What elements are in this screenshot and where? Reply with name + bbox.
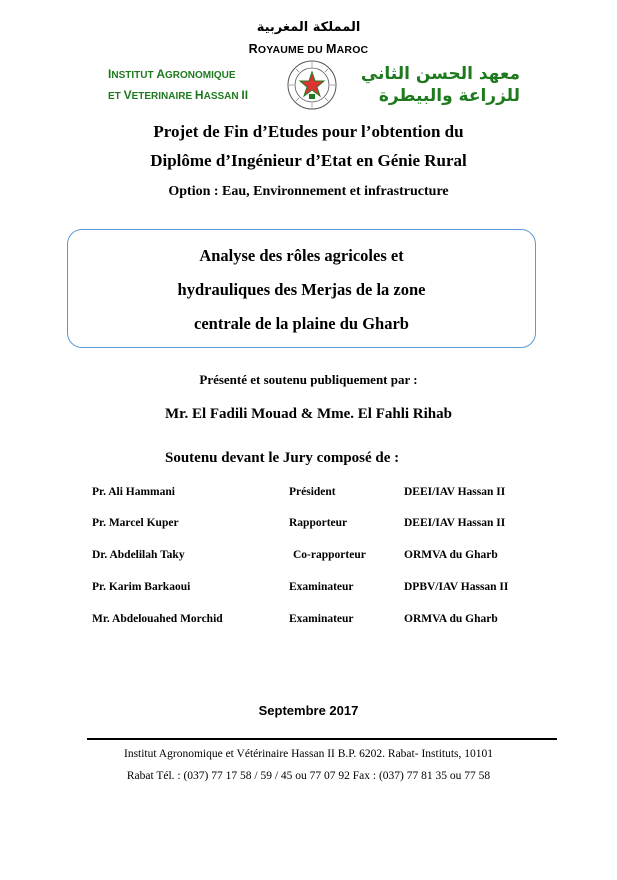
inst-fr-part: ASSAN [203, 91, 242, 102]
jury-row [0, 613, 617, 631]
jury-role: Co-rapporteur [293, 549, 366, 561]
jury-name: Pr. Ali Hammani [92, 486, 175, 498]
kingdom-name-french [0, 42, 617, 56]
institute-seal-icon [286, 59, 338, 111]
defense-date: Septembre 2017 [258, 703, 359, 718]
kingdom-fr-part: R [248, 42, 258, 56]
inst-fr-part: ETERINAIRE [131, 91, 195, 102]
jury-row [0, 549, 617, 567]
footer-divider [87, 738, 557, 740]
institute-name-french-line1 [108, 67, 268, 81]
footer-address-line1: Institut Agronomique et Vétérinaire Hassan II B.P. 6202. Rabat- Instituts, 10101 [123, 748, 494, 760]
kingdom-fr-part: AROC [336, 44, 369, 56]
jury-org: ORMVA du Gharb [404, 549, 498, 561]
jury-role: Examinateur [289, 613, 354, 625]
inst-fr-part: ET [108, 91, 124, 102]
kingdom-name-arabic: المملكة المغربية [256, 20, 361, 35]
jury-name: Dr. Abdelilah Taky [92, 549, 185, 561]
inst-fr-part: II [241, 88, 249, 102]
jury-name: Pr. Karim Barkaoui [92, 581, 191, 593]
jury-title: Soutenu devant le Jury composé de : [165, 450, 400, 466]
inst-fr-part: A [156, 67, 166, 81]
institute-name-arabic-line1: معهد الحسن الثاني [360, 64, 520, 84]
jury-role: Président [289, 486, 336, 498]
inst-fr-part: V [123, 88, 132, 102]
jury-org: ORMVA du Gharb [404, 613, 498, 625]
thesis-title-line: hydrauliques des Merjas de la zone [177, 280, 426, 299]
jury-row [0, 581, 617, 599]
project-title-line2: Diplôme d’Ingénieur d’Etat en Génie Rural [150, 151, 467, 170]
presented-by-label: Présenté et soutenu publiquement par : [199, 372, 418, 387]
jury-org: DPBV/IAV Hassan II [404, 581, 509, 593]
thesis-title-line: centrale de la plaine du Gharb [194, 314, 409, 333]
inst-fr-part: I [108, 67, 112, 81]
project-title-line1: Projet de Fin d’Etudes pour l’obtention du [153, 122, 464, 141]
institute-name-arabic-line2: للزراعة والبيطرة [378, 86, 520, 106]
jury-name: Mr. Abdelouahed Morchid [92, 613, 223, 625]
jury-org: DEEI/IAV Hassan II [404, 486, 506, 498]
kingdom-fr-part: M [326, 42, 337, 56]
kingdom-fr-part: OYAUME DU [257, 44, 326, 56]
jury-row [0, 517, 617, 535]
inst-fr-part: GRONOMIQUE [165, 70, 236, 81]
thesis-title-line: Analyse des rôles agricoles et [199, 246, 404, 265]
jury-row [0, 486, 617, 504]
jury-name: Pr. Marcel Kuper [92, 517, 179, 529]
inst-fr-part: NSTITUT [111, 70, 157, 81]
option-line: Option : Eau, Environnement et infrastructure [168, 184, 449, 199]
thesis-title-box [67, 229, 536, 348]
institute-name-french-line2 [108, 88, 268, 102]
jury-org: DEEI/IAV Hassan II [404, 517, 506, 529]
authors: Mr. El Fadili Mouad & Mme. El Fahli Rihab [165, 406, 452, 422]
jury-role: Rapporteur [289, 517, 348, 529]
jury-role: Examinateur [289, 581, 354, 593]
footer-address-line2: Rabat Tél. : (037) 77 17 58 / 59 / 45 ou 77 07 92 Fax : (037) 77 81 35 ou 77 58 [126, 770, 491, 782]
inst-fr-part: H [194, 88, 204, 102]
